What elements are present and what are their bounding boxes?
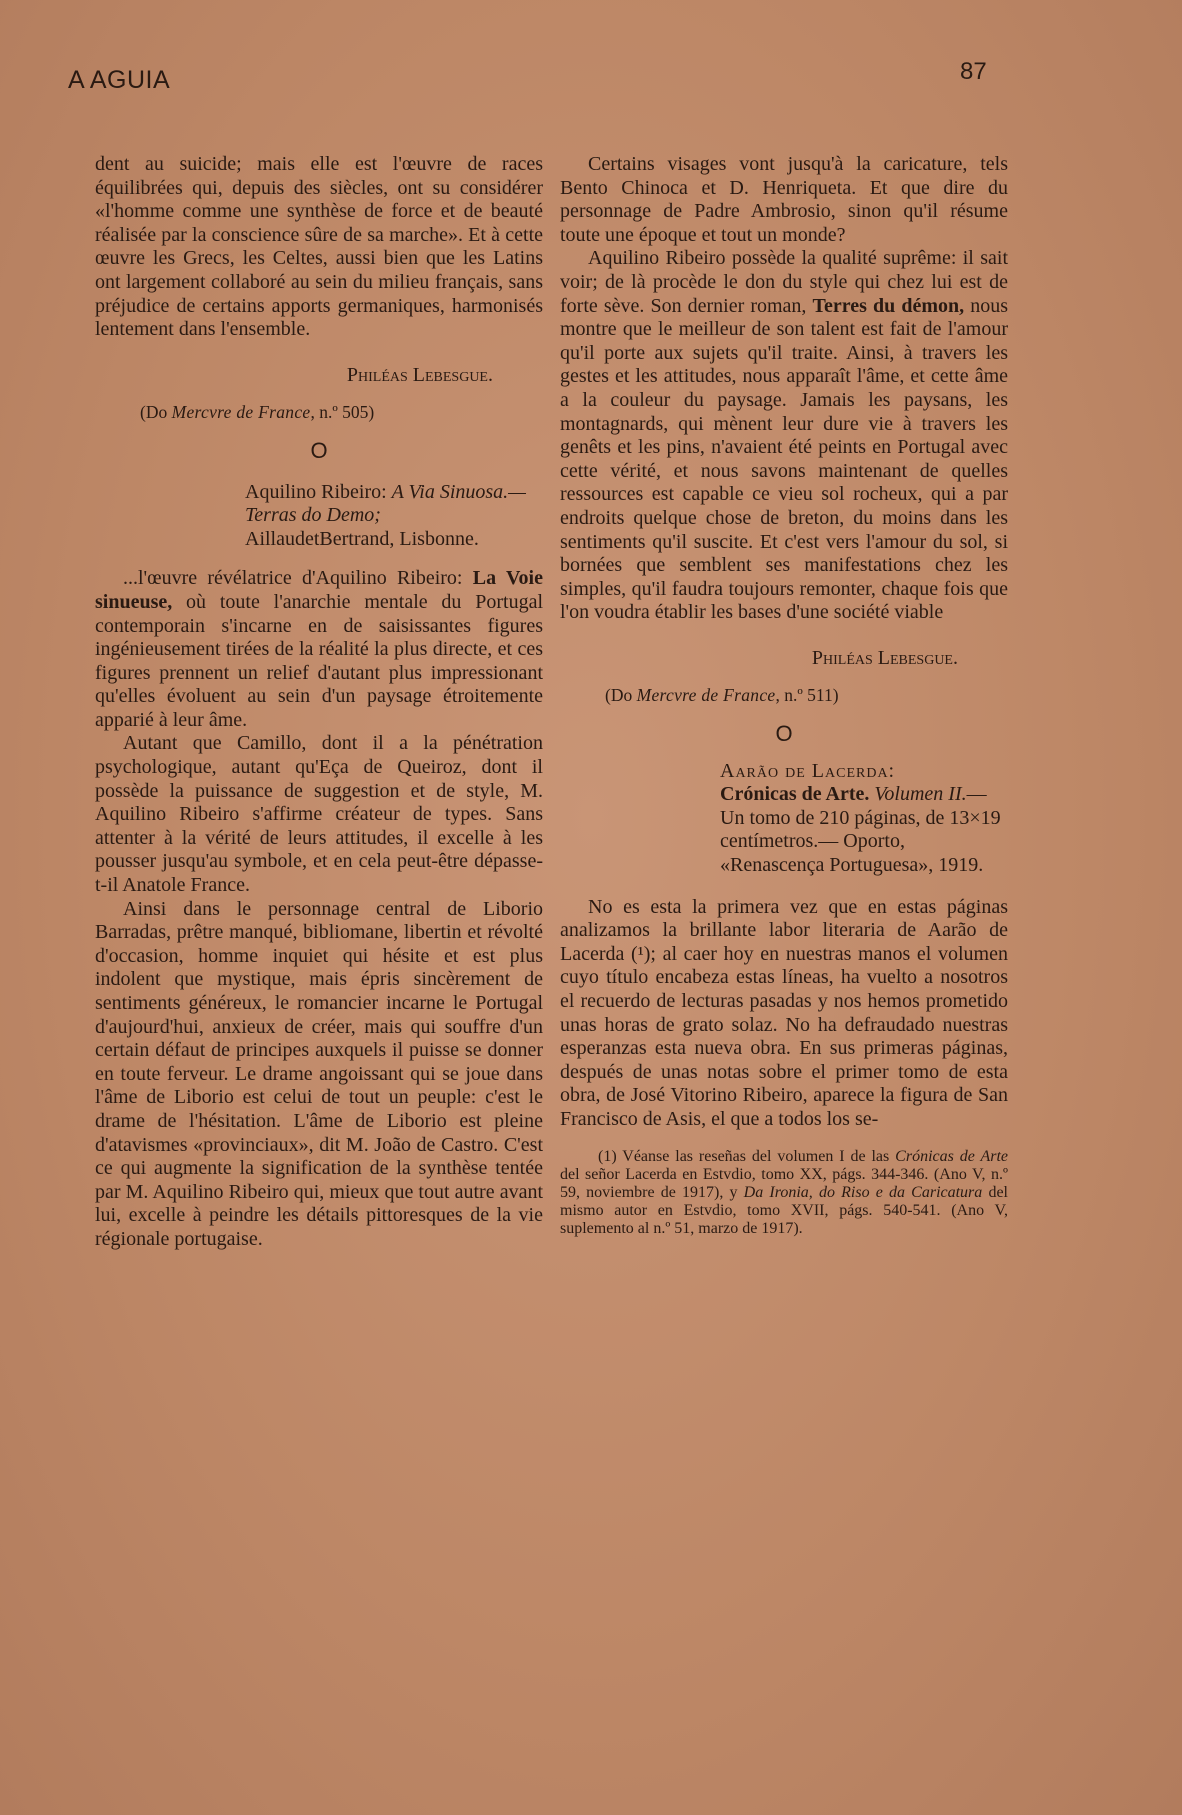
book-heading bbox=[560, 760, 1008, 878]
journal-name: Mercvre de France bbox=[636, 685, 776, 706]
paragraph: ...l'œuvre révélatrice d'Aquilino Ribeiro: La Voie sinueuse, où toute l'anarchie mentale du Portugal contemporain s'incarne en de saisissantes figures ingénieusement tirées de la réalité la plus directe, et ces figures prennent un relief d'autant plus impressionant qu'elles évoluent au sein d'un paysage étroitemente apparié à leur âme. bbox=[95, 567, 543, 731]
footnote: (1) Véanse las reseñas del volumen I de las Crónicas de Arte del señor Lacerda en Estvdio, tomo XX, págs. 344-346. (Ano V, n.º 59, noviembre de 1917), y Da Ironia, do Riso e da Caricatura del mismo autor en Estvdio, tomo XVII, págs. 540-541. (Ano V, suplemento al n.º 51, marzo de 1917). bbox=[560, 1147, 1009, 1237]
section-separator: O bbox=[310, 437, 328, 463]
book-author: Aarão de Lacerda: bbox=[720, 759, 896, 782]
book-title: Crónicas de Arte. bbox=[720, 783, 870, 806]
paragraph: dent au suicide; mais elle est l'œuvre de races équilibrées qui, depuis des siècles, ont su considérer «l'homme comme une synthèse de force et de beauté réalisée par la conscience sûre de sa marche». Et à cette œuvre les Grecs, les Celtes, aussi bien que les Latins ont largement collaboré au sein du milieu français, sans préjudice de certains apports germaniques, harmonisés lentement dans l'ensemble. bbox=[95, 153, 543, 341]
review-publisher: AillaudetBertrand, Lisbonne. bbox=[245, 527, 479, 550]
book-description: —Un tomo de 210 páginas, de 13×19 centímetros.— Oporto, «Renascença Portuguesa», 1919. bbox=[720, 783, 1001, 877]
page-number: 87 bbox=[960, 58, 987, 85]
paragraph: Ainsi dans le personnage central de Liborio Barradas, prêtre manqué, bibliomane, libertin et révolté d'occasion, homme inquiet qui hésite et est plus indolent que mystique, mais épris sincèrement de sentiments généreux, le romancier incarne le Portugal d'aujourd'hui, anxieux de créer, mais qui souffre d'un certain défaut de principes auxquels il puisse se donner en toute ferveur. Le drame angoissant qui se joue dans l'âme de Liborio est celui de tout un peuple: c'est le drame de l'hésitation. L'âme de Liborio est pleine d'atavismes «provinciaux», dit M. João de Castro. C'est ce qui augmente la signification de la synthèse tentée par M. Aquilino Ribeiro qui, mieux que tout autre avant lui, excelle à peindre les détails pittoresques de la vie régionale portugaise. bbox=[95, 897, 543, 1250]
review-title: A Via Sinuosa.—Terras do Demo; bbox=[245, 480, 526, 527]
source-citation: (Do Mercvre de France, n.º 511) bbox=[605, 685, 839, 706]
signature: Philéas Lebesgue. bbox=[346, 363, 493, 386]
source-citation: (Do Mercvre de France, n.º 505) bbox=[140, 402, 375, 423]
book-volume: Volumen II. bbox=[874, 783, 967, 806]
signature: Philéas Lebesgue. bbox=[811, 646, 958, 669]
section-separator: O bbox=[775, 721, 793, 747]
book-title: Terres du démon, bbox=[812, 294, 965, 317]
paragraph: Aquilino Ribeiro possède la qualité suprême: il sait voir; de là procède le don du style qui chez lui est de forte sève. Son dernier roman, Terres du démon, nous montre que le meilleur de son talent est fait de l'amour qu'il porte aux sujets qu'il traite. Ainsi, à travers les gestes et les attitudes, nous apparaît l'âme, et cette âme a la couleur du paysage. Jamais les paysans, les montagnards, qui mènent leur dure vie à travers les genêts et les pins, n'avaient été peints en Portugal avec cette vérité, et nous savons maintenant de quelles ressources est capable ce vieu sol rocheux, qui a par endroits quelque chose de breton, du moins dans les sentiments qu'il suscite. Et c'est vers l'amour du sol, si bornées que semblent ses manifestations chez les simples, qu'il faudra toujours remonter, chaque fois que l'on voudra établir les bases d'une société viable bbox=[560, 247, 1008, 624]
paragraph: Certains visages vont jusqu'à la caricature, tels Bento Chinoca et D. Henriqueta. Et que dire du personnage de Padre Ambrosio, sinon qu'il résume toute une époque et tout un monde? bbox=[560, 153, 1008, 246]
book-title: La Voie sinueuse, bbox=[95, 567, 543, 613]
running-title: A AGUIA bbox=[68, 66, 171, 94]
journal-name: Mercvre de France bbox=[171, 402, 311, 423]
review-heading: Aquilino Ribeiro: A Via Sinuosa.—Terras do Demo; AillaudetBertrand, Lisbonne. bbox=[245, 480, 526, 550]
paragraph: Autant que Camillo, dont il a la pénétration psychologique, autant qu'Eça de Queiroz, dont il possède la puissance de suggestion et de style, M. Aquilino Ribeiro s'affirme créateur de types. Sans attenter à la vérité de leurs attitudes, il excelle à les pousser jusqu'au symbole, et en cela peut-être dépasse-t-il Anatole France. bbox=[95, 732, 543, 897]
left-column bbox=[95, 153, 543, 1252]
right-column bbox=[560, 153, 1008, 1238]
paragraph: No es esta la primera vez que en estas páginas analizamos la brillante labor literaria de Aarão de Lacerda (¹); al caer hoy en nuestras manos el volumen cuyo título encabeza estas líneas, ha vuelto a nosotros el recuerdo de lecturas pasadas y nos hemos prometido unas horas de grato solaz. No ha defraudado nuestras esperanzas esta nueva obra. En sus primeras páginas, después de unas notas sobre el primer tomo de esta obra, de José Vitorino Ribeiro, aparece la figura de San Francisco de Asis, el que a todos los se- bbox=[560, 895, 1008, 1130]
